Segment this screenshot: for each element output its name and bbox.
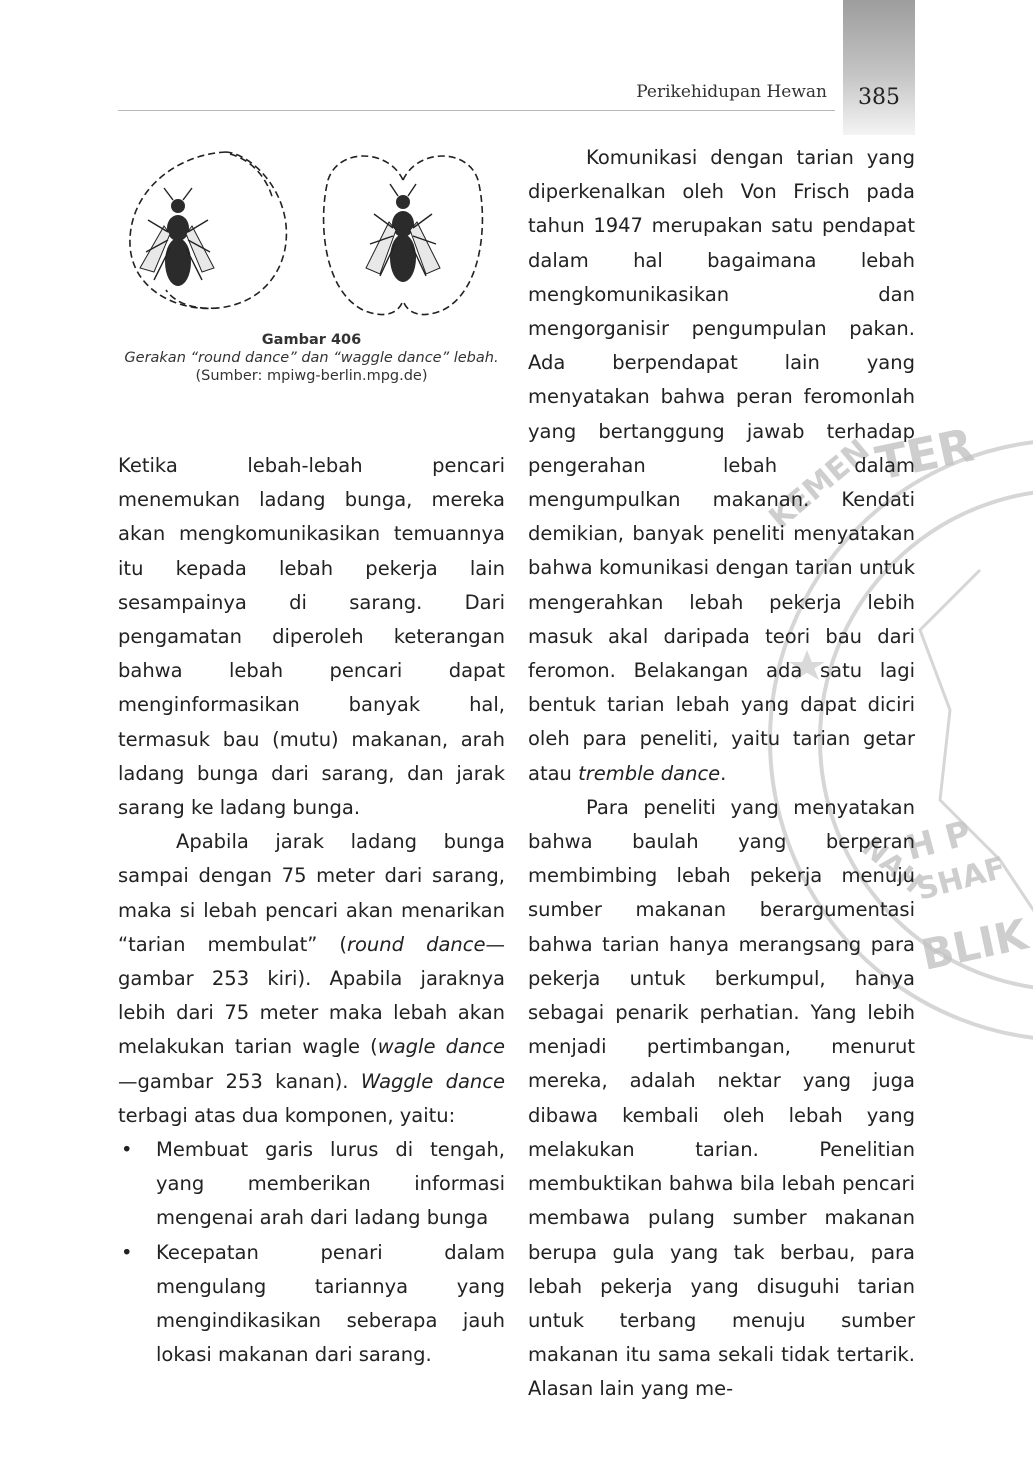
page-number: 385	[858, 85, 900, 110]
svg-text:NAH: NAH	[855, 830, 930, 900]
svg-text:H P: H P	[901, 813, 976, 869]
figure-number: Gambar 406	[261, 332, 362, 348]
right-column	[528, 141, 915, 1407]
figure-description: Gerakan “round dance” dan “waggle dance” lebah.	[124, 350, 499, 366]
header-rule	[118, 110, 835, 111]
round-dance-bee	[140, 188, 214, 286]
bee-dance-illustration	[118, 140, 505, 325]
waggle-dance-bee	[366, 184, 440, 282]
paragraph: Komunikasi dengan tarian yang diperkenalkan oleh Von Frisch pada tahun 1947 merupakan satu pendapat dalam hal bagaimana lebah mengkomunikasikan dan mengorganisir pengumpulan pakan. Ada berpendapat lain yang menyatakan bahwa peran feromonlah yang bertanggung jawab terhadap pengerahan lebah dalam mengumpulkan makanan. Kendati demikian, banyak peneliti menyatakan bahwa komunikasi dengan tarian untuk mengerahkan lebah pekerja lebih masuk akal daripada teori bau dari feromon. Belakangan ada satu lagi bentuk tarian lebah yang dapat diciri oleh para peneliti, yaitu tarian getar atau tremble dance.	[528, 146, 915, 785]
paragraph: Para peneliti yang menyatakan bahwa baulah yang berperan membimbing lebah pekerja menuju sumber makanan berargumentasi bahwa tarian hanya merangsang para pekerja untuk berkumpul, hanya sebagai penarik perhatian. Yang lebih menjadi pertimbangan, menurut mereka, adalah nektar yang juga dibawa kembali oleh lebah yang melakukan tarian. Penelitian membuktikan bahwa bila lebah pencari membawa pulang sumber makanan berupa gula yang tak berbau, para lebah pekerja yang disuguhi tarian untuk terbang menuju sumber makanan itu sama sekali tidak tertarik. Alasan lain yang me-	[528, 795, 915, 1401]
svg-text:TER: TER	[871, 417, 979, 491]
list-item: • Membuat garis lurus di tengah, yang memberikan informasi mengenai arah dari ladang bunga	[118, 1133, 505, 1236]
figure-caption	[118, 331, 505, 385]
svg-text:BLIK: BLIK	[916, 909, 1032, 980]
paragraph: Apabila jarak ladang bunga sampai dengan 75 meter dari sarang, maka si lebah pencari akan menarikan “tarian membulat” (round dance—gambar 253 kiri). Apabila jaraknya lebih dari 75 meter maka lebah akan melakukan tarian wagle (wagle dance—gambar 253 kanan). Waggle dance terbagi atas dua komponen, yaitu:	[118, 830, 505, 1127]
running-title: Perikehidupan Hewan	[636, 82, 827, 102]
figure-source: (Sumber: mpiwg-berlin.mpg.de)	[195, 368, 428, 384]
paragraph: Ketika lebah-lebah pencari menemukan ladang bunga, mereka akan mengkomunikasikan temuannya itu kepada lebah pekerja lain sesampainya di sarang. Dari pengamatan diperoleh keterangan bahwa lebah pencari dapat menginformasikan banyak hal, termasuk bau (mutu) makanan, arah ladang bunga dari sarang, dan jarak sarang ke ladang bunga.	[118, 454, 505, 820]
figure	[118, 140, 505, 385]
svg-text:SHAF: SHAF	[913, 850, 1010, 908]
bullet-list	[118, 1133, 505, 1372]
left-column	[118, 449, 505, 1372]
svg-text:KEMEN: KEMEN	[762, 432, 877, 537]
list-item: • Kecepatan penari dalam mengulang tariannya yang mengindikasikan seberapa jauh lokasi makanan dari sarang.	[118, 1236, 505, 1373]
page-tab	[843, 0, 915, 135]
round-dance-diagram	[130, 152, 286, 308]
